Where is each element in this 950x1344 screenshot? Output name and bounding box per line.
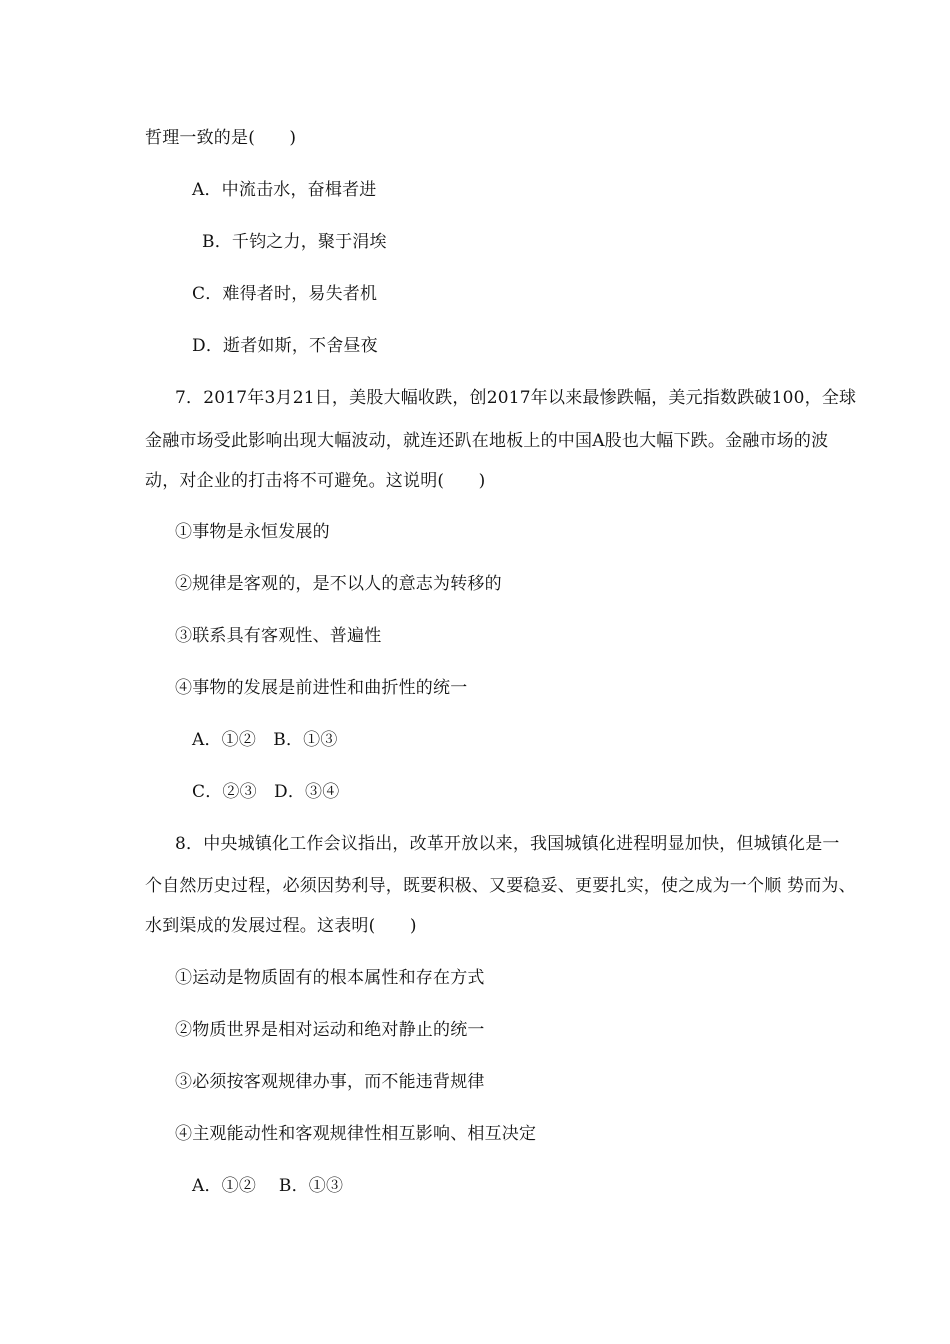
q8-options-line-1: A．①② B．①③ (192, 1176, 344, 1196)
q7-statement-1: ①事物是永恒发展的 (175, 522, 330, 542)
q6-stem-end: 哲理一致的是( ) (145, 128, 297, 148)
q7-statement-4: ④事物的发展是前进性和曲折性的统一 (175, 678, 468, 698)
q8-stem-line-3: 水到渠成的发展过程。这表明( ) (145, 916, 417, 936)
q6-option-d: D．逝者如斯，不舍昼夜 (192, 336, 378, 356)
q7-options-line-2: C．②③ D．③④ (192, 782, 340, 802)
q8-statement-2: ②物质世界是相对运动和绝对静止的统一 (175, 1020, 485, 1040)
q8-statement-3: ③必须按客观规律办事，而不能违背规律 (175, 1072, 485, 1092)
q8-stem-line-2: 个自然历史过程，必须因势利导，既要积极、又要稳妥、更要扎实，使之成为一个顺 势而为、 (145, 876, 856, 896)
q7-stem-line-1: 7．2017年3月21日，美股大幅收跌，创2017年以来最惨跌幅，美元指数跌破100，全球 (175, 388, 857, 408)
q7-options-line-1: A．①② B．①③ (192, 730, 338, 750)
q7-stem-line-2: 金融市场受此影响出现大幅波动，就连还趴在地板上的中国A股也大幅下跌。金融市场的波 (145, 431, 829, 451)
q8-statement-4: ④主观能动性和客观规律性相互影响、相互决定 (175, 1124, 537, 1144)
q6-option-a: A．中流击水，奋楫者进 (192, 180, 377, 200)
q7-statement-2: ②规律是客观的，是不以人的意志为转移的 (175, 574, 502, 594)
q8-stem-line-1: 8．中央城镇化工作会议指出，改革开放以来，我国城镇化进程明显加快，但城镇化是一 (175, 834, 840, 854)
q8-statement-1: ①运动是物质固有的根本属性和存在方式 (175, 968, 485, 988)
q6-option-b: B．千钧之力，聚于涓埃 (202, 232, 387, 252)
q7-statement-3: ③联系具有客观性、普遍性 (175, 626, 382, 646)
q6-option-c: C．难得者时，易失者机 (192, 284, 378, 304)
q7-stem-line-3: 动，对企业的打击将不可避免。这说明( ) (145, 471, 486, 491)
